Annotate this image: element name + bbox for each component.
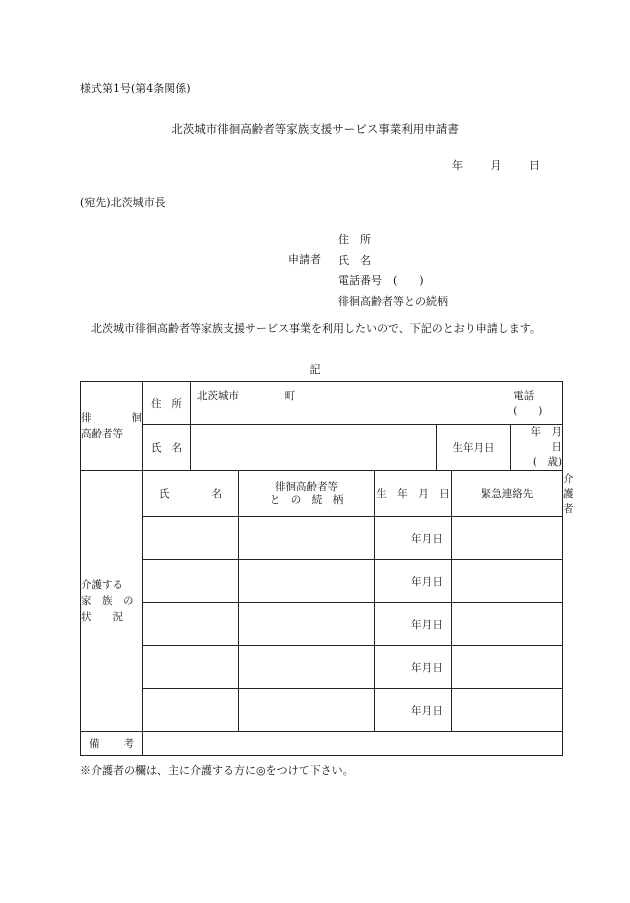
date-day: 日 [432,575,443,588]
table-row [81,560,563,603]
family-name-field[interactable] [143,603,239,646]
applicant-relation: 徘徊高齢者等との続柄 [338,294,448,308]
remarks-label-cell [81,732,143,756]
date-year: 年 [411,661,422,674]
label-char: 考 [123,738,134,750]
application-table: 徘 徊 高齢者等 住 所 北茨城市 町 電話( ) 氏 名 生年月日 年 月 日 ( 歳) 介護する 家 族 の 状 況 氏 名 徘徊高齢者等 と の 続 柄 生 年 月 日 緊急連絡先 介護者 年 月 日 年 月 日 年 月 日 年 月 日 年 月 日 備 考 [80,381,563,756]
dob-age: ( 歳) [532,456,563,468]
family-relation-field[interactable] [239,689,375,732]
label-char: 氏 [151,442,162,454]
remarks-field[interactable] [143,732,563,756]
date-month: 月 [421,532,433,545]
family-dob-field[interactable] [375,689,452,732]
family-contact-field[interactable] [452,646,563,689]
label-char: 名 [211,488,222,500]
family-name-field[interactable] [143,646,239,689]
date-day: 日 [432,532,443,545]
table-row [81,517,563,560]
col-contact-header: 緊急連絡先 [452,471,563,517]
applicant-name: 氏 名 [338,253,371,267]
col-dob-header: 生 年 月 日 [375,471,452,517]
form-title: 北茨城市徘徊高齢者等家族支援サービス事業利用申請書 [171,122,459,136]
applicant-label: 申請者 [288,253,321,266]
date-year: 年 [411,575,422,588]
label-char: 氏 [159,488,170,500]
applicant-phone: 電話番号 ( ) [338,274,424,287]
address-label-cell [143,382,191,425]
family-dob-field[interactable] [375,603,452,646]
date-year: 年 [411,704,422,717]
family-contact-field[interactable] [452,517,563,560]
name-label-cell [143,425,191,471]
label-text: 家 族 の [81,595,134,607]
label-char: 住 [151,397,162,410]
label-char: 名 [171,442,182,454]
family-label-cell [81,471,143,732]
footnote: ※介護者の欄は、主に介護する方に◎をつけて下さい。 [80,764,354,777]
family-contact-field[interactable] [452,689,563,732]
label-text: 高齢者等 [81,428,123,440]
label-text: 介護する [81,579,123,591]
family-name-field[interactable] [143,517,239,560]
header-line: と の 続 柄 [269,493,344,506]
family-dob-field[interactable] [375,517,452,560]
date-month: 月 [421,661,433,674]
elderly-dob-field[interactable] [511,425,573,471]
date-month: 月 [490,159,502,172]
family-name-field[interactable] [143,560,239,603]
form-id: 様式第1号(第4条関係) [80,82,191,95]
family-name-field[interactable] [143,689,239,732]
address-cho: 町 [284,390,296,402]
table-row [81,603,563,646]
label-char: 備 [89,738,100,750]
date-year: 年 [411,532,422,545]
date-day: 日 [432,661,443,674]
col-name-header [143,471,239,517]
family-relation-field[interactable] [239,517,375,560]
table-row [81,689,563,732]
col-relation-header [239,471,375,517]
elderly-name-field[interactable] [191,425,437,471]
family-relation-field[interactable] [239,560,375,603]
address-field[interactable] [191,382,563,425]
elderly-label-cell [81,382,143,471]
date-line [452,157,540,173]
family-relation-field[interactable] [239,603,375,646]
label-text: 状 況 [81,611,123,623]
applicant-address: 住 所 [338,233,371,246]
table-row [81,646,563,689]
label-char: 徊 [131,412,142,424]
family-dob-field[interactable] [375,646,452,689]
date-day: 日 [432,704,443,717]
ki-heading: 記 [309,363,321,376]
date-year: 年 [411,618,422,631]
date-year: 年 [452,159,463,172]
body-text: 北茨城市徘徊高齢者等家族支援サービス事業を利用したいので、下記のとおり申請します。 [91,322,541,335]
label-char: 所 [171,397,182,410]
dob-label-cell: 生年月日 [437,425,511,471]
recipient: (宛先)北茨城市長 [80,196,166,209]
date-month: 月 [421,618,433,631]
family-dob-field[interactable] [375,560,452,603]
dob-ymd: 年 月 日 [530,426,573,453]
family-contact-field[interactable] [452,560,563,603]
header-line: 徘徊高齢者等 [275,480,338,493]
date-day: 日 [529,159,540,172]
label-char: 徘 [81,412,92,424]
address-city: 北茨城市 [197,390,239,402]
date-month: 月 [421,704,433,717]
date-day: 日 [432,618,443,631]
date-month: 月 [421,575,433,588]
address-tel: 電話( ) [513,390,543,417]
family-contact-field[interactable] [452,603,563,646]
family-relation-field[interactable] [239,646,375,689]
